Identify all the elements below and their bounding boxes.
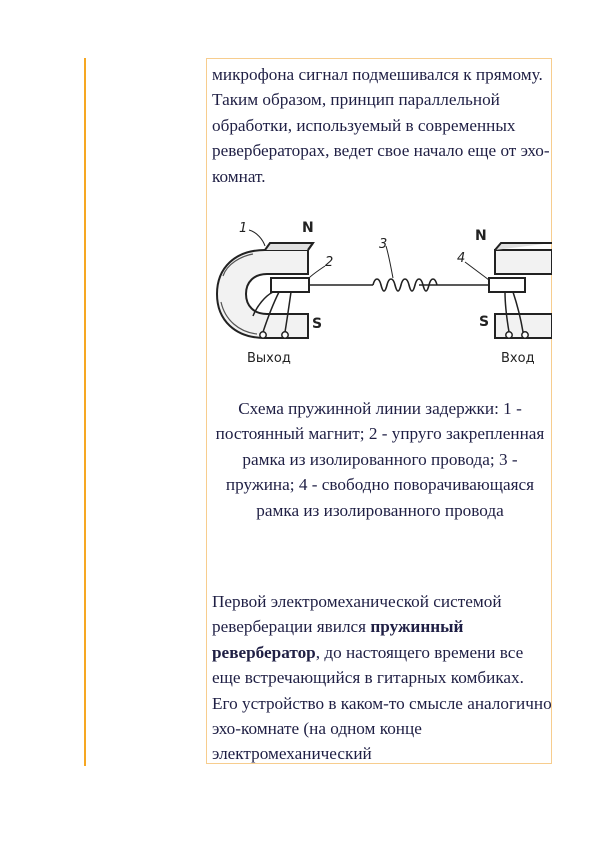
label-2: 2 xyxy=(325,255,334,270)
paragraph-bottom-part2: , до настоящего времени все еще встречающийся в гитарных комбиках. Его устройство в каком-то смысле аналогично эхо-комнате (на одном конце электромеханический xyxy=(212,642,552,764)
paragraph-bottom xyxy=(212,589,552,767)
pole-left-n: N xyxy=(302,220,314,236)
right-coil-frame xyxy=(489,278,525,292)
spring-delay-line-diagram xyxy=(213,216,552,376)
left-accent-rule xyxy=(84,58,86,766)
left-coil-frame xyxy=(271,278,309,292)
diagram-caption: Схема пружинной линии задержки: 1 - постоянный магнит; 2 - упруго закрепленная рамка из изолированного провода; 3 - пружина; 4 - свободно поворачивающаяся рамка из изолированного провода xyxy=(215,399,545,520)
pole-left-s: S xyxy=(312,316,323,332)
paragraph-bottom-part1: Первой электромеханической системой реверберации явился xyxy=(212,592,502,637)
spring-reverb-term: пружинный ревербератор xyxy=(212,617,464,662)
paragraph-top: микрофона сигнал подмешивался к прямому. Таким образом, принцип параллельной обработки, используемый в современных ревербераторах, ведет свое начало еще от эхо-комнат. xyxy=(212,65,550,186)
pole-right-n: N xyxy=(475,228,487,244)
terminal-output-label: Выход xyxy=(247,351,291,366)
label-3: 3 xyxy=(379,237,388,252)
pole-right-s: S xyxy=(479,314,490,330)
label-4: 4 xyxy=(457,251,466,266)
terminal-input-label: Вход xyxy=(501,351,535,366)
label-1: 1 xyxy=(239,221,248,236)
